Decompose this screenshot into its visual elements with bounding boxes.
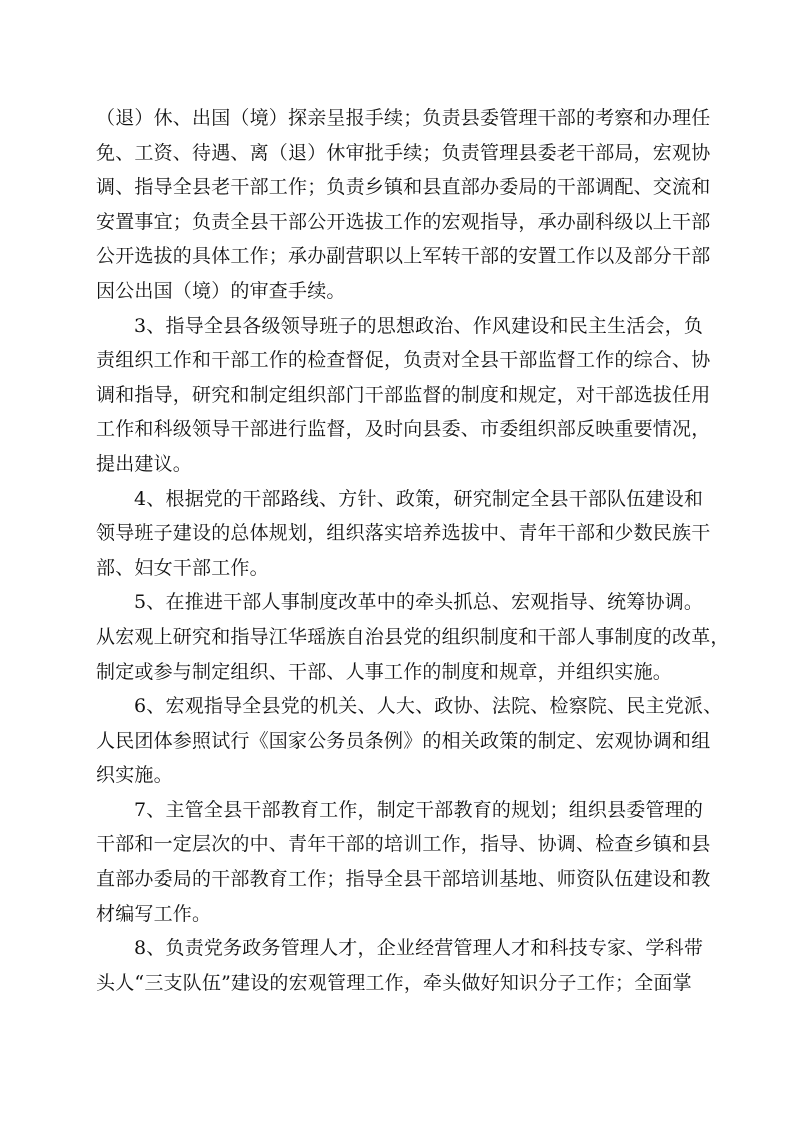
text-line: 8、负责党务政务管理人才，企业经营管理人才和科技专家、学科带 (134, 937, 704, 960)
text-line: 3、指导全县各级领导班子的思想政治、作风建设和民主生活会，负 (134, 314, 704, 337)
text-line: 头人“三支队伍”建设的宏观管理工作，牵头做好知识分子工作；全面掌 (96, 971, 692, 994)
text-line: 因公出国（境）的审查手续。 (96, 279, 346, 302)
text-line: 制定或参与制定组织、干部、人事工作的制度和规章，并组织实施。 (96, 660, 673, 683)
text-line: （退）休、出国（境）探亲呈报手续；负责县委管理干部的考察和办理任 (96, 107, 711, 129)
paragraph-item-4 (96, 482, 711, 586)
text-line: 直部办委局的干部教育工作；指导全县干部培训基地、师资队伍建设和教 (96, 868, 711, 891)
text-line: 免、工资、待遇、离（退）休审批手续；负责管理县委老干部局，宏观协 (96, 141, 711, 164)
paragraph-item-6 (96, 689, 723, 793)
paragraph-continuation (96, 101, 711, 309)
text-line: 材编写工作。 (96, 902, 212, 925)
text-line: 人民团体参照试行《国家公务员条例》的相关政策的制定、宏观协调和组 (96, 729, 711, 752)
text-line: 干部和一定层次的中、青年干部的培训工作，指导、协调、检查乡镇和县 (96, 833, 711, 856)
document-body (96, 101, 730, 1000)
text-line: 从宏观上研究和指导江华瑶族自治县党的组织制度和干部人事制度的改革， (96, 625, 730, 648)
paragraph-item-7 (96, 793, 711, 931)
text-line: 调和指导，研究和制定组织部门干部监督的制度和规定，对干部选拔任用 (96, 383, 711, 406)
text-line: 4、根据党的干部路线、方针、政策，研究制定全县干部队伍建设和 (134, 487, 704, 510)
text-line: 工作和科级领导干部进行监督，及时向县委、市委组织部反映重要情况， (96, 418, 711, 441)
text-line: 6、宏观指导全县党的机关、人大、政协、法院、检察院、民主党派、 (134, 695, 723, 718)
paragraph-item-5 (96, 585, 730, 689)
text-line: 7、主管全县干部教育工作，制定干部教育的规划；组织县委管理的 (134, 798, 704, 821)
paragraph-item-3 (96, 309, 711, 482)
text-line: 领导班子建设的总体规划，组织落实培养选拔中、青年干部和少数民族干 (96, 522, 711, 545)
text-line: 调、指导全县老干部工作；负责乡镇和县直部办委局的干部调配、交流和 (96, 176, 711, 199)
text-line: 安置事宜；负责全县干部公开选拔工作的宏观指导，承办副科级以上干部 (96, 210, 711, 233)
text-line: 提出建议。 (96, 452, 193, 475)
paragraph-item-8 (96, 931, 704, 1000)
text-line: 织实施。 (96, 764, 173, 787)
text-line: 5、在推进干部人事制度改革中的牵头抓总、宏观指导、统筹协调。 (134, 591, 704, 614)
text-line: 部、妇女干部工作。 (96, 556, 269, 579)
text-line: 公开选拔的具体工作；承办副营职以上军转干部的安置工作以及部分干部 (96, 245, 711, 268)
text-line: 责组织工作和干部工作的检查督促，负责对全县干部监督工作的综合、协 (96, 349, 711, 372)
